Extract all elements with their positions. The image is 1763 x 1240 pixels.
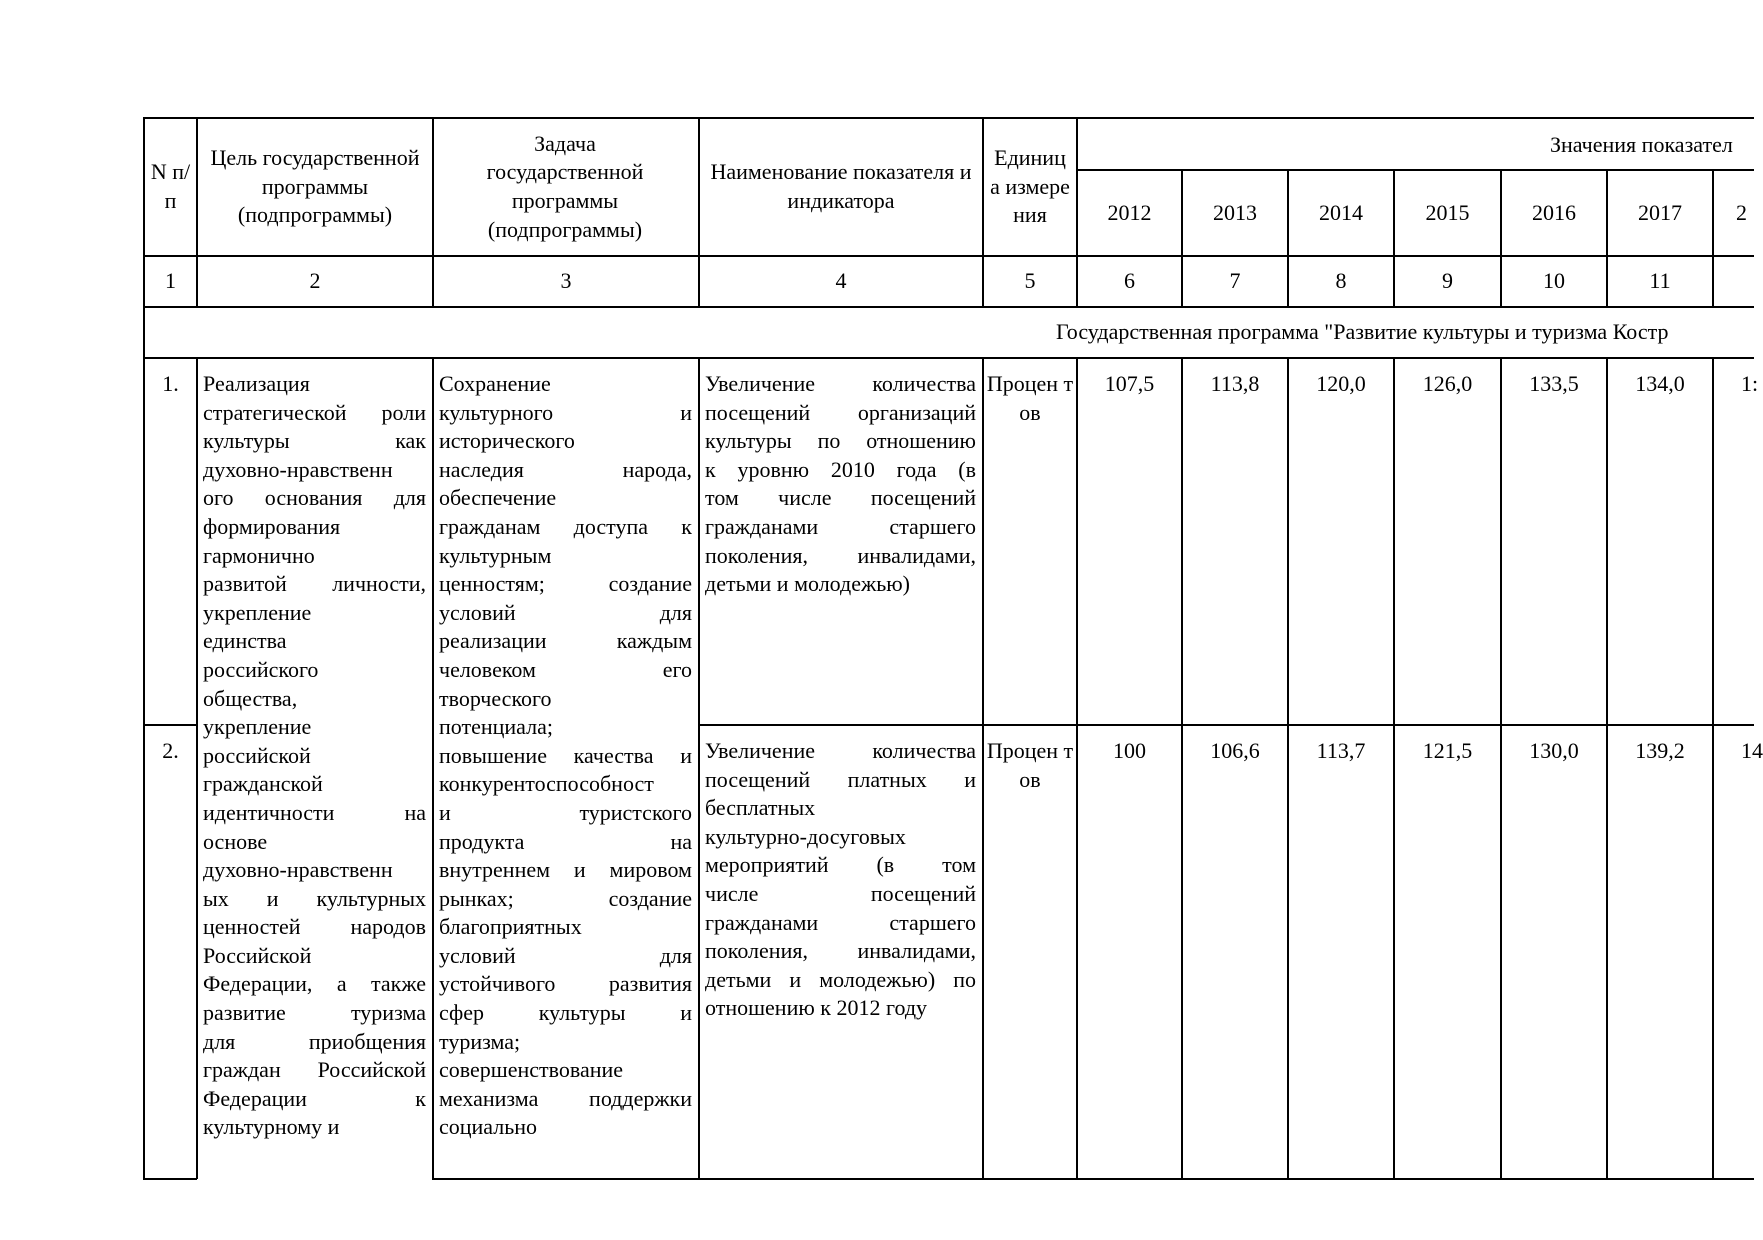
indicator-row1-word: по [817, 428, 841, 454]
header-unit-text: Единиц а измере ния [990, 145, 1070, 228]
goal-word: как [395, 428, 426, 454]
indicator-row2-line: отношению к 2012 году [705, 995, 928, 1021]
task-line [439, 1085, 692, 1114]
task-line: туризма; [439, 1028, 521, 1054]
indicator-row1-word: 2010 [830, 456, 875, 482]
task-line [439, 599, 692, 628]
goal-word: развитой [203, 571, 287, 597]
task-line [439, 742, 692, 771]
task-word: реализации [439, 628, 547, 654]
task-line: совершенствование [439, 1057, 624, 1083]
indicator-row2-line: культурно-досуговых [705, 823, 906, 849]
task-word: наследия [439, 456, 524, 482]
goal-word: ого [203, 485, 234, 511]
goal-word: граждан [203, 1057, 281, 1083]
indicator-row1-word: культуры [705, 428, 792, 454]
indicator-row2-word: посещений [870, 880, 976, 906]
goal-line [203, 427, 426, 456]
rule [698, 357, 700, 1179]
indicator-row1-line [705, 513, 976, 542]
task-line [439, 399, 692, 428]
task-word: сфер [439, 1000, 485, 1026]
goal-word: роли [381, 399, 426, 425]
indicator-row1-word: (в [958, 456, 976, 482]
task-word: развития [608, 971, 692, 997]
indicator-row1-line [705, 427, 976, 456]
goal-word: Федерации, [203, 971, 313, 997]
header-goal [205, 119, 425, 255]
value-cell: 130,0 [1529, 738, 1579, 763]
indicator-row1-line [705, 399, 976, 428]
goal-word: стратегической [203, 399, 347, 425]
indicator-row1-word: числе [778, 485, 832, 511]
rule [432, 1178, 1754, 1180]
task-word: условий [439, 599, 516, 625]
value-cell: 120,0 [1316, 371, 1366, 396]
task-word: и [439, 799, 451, 825]
goal-word: ых [203, 885, 229, 911]
goal-word: Федерации [203, 1085, 307, 1111]
year-2013 [1183, 171, 1287, 255]
task-word: человеком [439, 656, 536, 682]
goal-line: духовно-нравственн [203, 456, 393, 482]
indicator-row1-line [705, 542, 976, 571]
indicator-row1-word: гражданами [705, 513, 819, 539]
rule [143, 357, 1754, 359]
indicator-row2-word: Увеличение [705, 738, 816, 763]
goal-line [203, 999, 426, 1028]
goal-line: общества, [203, 685, 298, 711]
rule [143, 255, 1754, 257]
rule [143, 306, 1754, 308]
goal-line: культурному и [203, 1114, 340, 1140]
header-indicator-text: Наименование показателя и индикатора [710, 159, 972, 213]
year-2012 [1078, 171, 1181, 255]
indicator-row1-word: посещений [705, 399, 811, 425]
goal-line [203, 484, 426, 513]
goal-line [203, 399, 426, 428]
task-line [439, 942, 692, 971]
indicator-row1-word: уровню [737, 456, 810, 482]
year-2014-text: 2014 [1319, 199, 1363, 225]
indicator-row2-word: молодежью) [819, 966, 936, 992]
indicator-cell-row1 [705, 370, 976, 599]
indicator-row1-word: организаций [857, 399, 976, 425]
col-number: 4 [835, 268, 847, 293]
task-word: и [573, 857, 586, 883]
task-line [439, 627, 692, 656]
value-cell: 121,5 [1422, 738, 1473, 763]
indicator-row2-line [705, 737, 976, 766]
goal-word: также [370, 971, 426, 997]
goal-line: российского [203, 656, 319, 682]
indicator-row2-word: платных [847, 766, 927, 792]
section-title: Государственная программа "Развитие культуры и туризма Костр [1056, 319, 1669, 344]
task-line: творческого [439, 685, 552, 711]
task-line: конкурентоспособност [439, 771, 654, 797]
indicator-row1-word: Увеличение [705, 371, 816, 396]
task-word: создание [608, 885, 692, 911]
task-word: повышение [439, 742, 547, 768]
goal-line: Реализация [203, 371, 310, 396]
goal-word: и [266, 885, 279, 911]
task-word: рынках; [439, 885, 514, 911]
task-line [439, 799, 692, 828]
goal-line [203, 799, 426, 828]
goal-word: развитие [203, 1000, 286, 1026]
goal-word: туризма [350, 1000, 426, 1026]
header-indicator [700, 119, 982, 255]
goal-word: основания [264, 485, 363, 511]
indicator-row1-word: года [896, 456, 937, 482]
task-word: каждым [616, 628, 692, 654]
rule [1287, 357, 1289, 1179]
col-number: 7 [1229, 268, 1241, 293]
rule [196, 357, 198, 1179]
rule [1076, 357, 1078, 1179]
value-cell: 107,5 [1104, 371, 1155, 396]
indicator-row2-word: детьми [705, 966, 772, 992]
task-word: народа, [622, 456, 692, 482]
indicator-row2-word: по [953, 966, 976, 992]
value-cell-partial: 1: [1741, 371, 1759, 396]
rule [1712, 169, 1714, 307]
task-text [439, 370, 692, 1142]
indicator-row2-word: том [942, 852, 976, 878]
task-line [439, 885, 692, 914]
goal-line [203, 1085, 426, 1114]
task-line: Сохранение [439, 371, 551, 396]
task-word: поддержки [589, 1085, 692, 1111]
task-word: продукта [439, 828, 525, 854]
year-2018-partial: 2 [1736, 200, 1747, 225]
rule [143, 724, 197, 726]
task-word: ценностям; [439, 571, 545, 597]
goal-cell [203, 370, 426, 1142]
task-word: качества [573, 742, 654, 768]
task-word: культуры [538, 1000, 626, 1026]
task-word: гражданам [439, 513, 541, 539]
goal-line: укрепление [203, 599, 312, 625]
header-values-group: Значения показател [1550, 132, 1733, 157]
task-word: для [659, 599, 692, 625]
indicator-row1-word: отношению [866, 428, 976, 454]
year-2015 [1395, 171, 1500, 255]
indicator-row1-line [705, 484, 976, 513]
header-num [145, 119, 196, 255]
goal-line [203, 1028, 426, 1057]
rule [698, 724, 1754, 726]
header-num-text: N п/п [150, 159, 191, 213]
goal-line: духовно-нравственн [203, 857, 393, 883]
unit-cell-row2 [986, 737, 1074, 794]
unit-text-row1: Процен тов [986, 371, 1074, 425]
task-line: культурным [439, 542, 552, 568]
unit-text-row2: Процен тов [986, 738, 1074, 792]
goal-word: для [203, 1028, 236, 1054]
task-line [439, 513, 692, 542]
indicator-row2-word: старшего [889, 909, 976, 935]
indicator-row2-word: гражданами [705, 909, 819, 935]
goal-word: культуры [203, 428, 290, 454]
year-2016 [1502, 171, 1606, 255]
indicator-cell-row2 [705, 737, 976, 1023]
value-cell: 126,0 [1422, 371, 1473, 396]
indicator-row2-line: бесплатных [705, 795, 816, 821]
indicator-row2-word: числе [705, 880, 759, 906]
rule [982, 357, 984, 1179]
header-task-text: Задача государственной программы (подпрограммы) [486, 130, 644, 242]
year-2014 [1289, 171, 1393, 255]
indicator-row2-line [705, 766, 976, 795]
rule [143, 1178, 197, 1180]
goal-word: к [415, 1085, 426, 1111]
header-task [455, 119, 675, 255]
indicator-text-row1 [705, 370, 976, 599]
row-number: 2. [162, 738, 179, 763]
indicator-text-row2 [705, 737, 976, 1023]
task-cell [439, 370, 692, 1142]
indicator-row2-word: и [964, 766, 976, 792]
indicator-row2-word: инвалидами, [857, 938, 976, 964]
rule [1393, 357, 1395, 1179]
task-line: исторического [439, 428, 575, 454]
goal-line: Российской [203, 942, 312, 968]
col-number: 3 [560, 268, 572, 293]
task-word: на [670, 828, 692, 854]
indicator-row1-line [705, 370, 976, 399]
task-word: внутреннем [439, 857, 551, 883]
rule [1500, 357, 1502, 1179]
goal-line: российской [203, 742, 311, 768]
task-line [439, 456, 692, 485]
task-word: создание [608, 571, 692, 597]
goal-word: народов [350, 914, 426, 940]
indicator-row1-word: посещений [870, 485, 976, 511]
task-word: устойчивого [439, 971, 556, 997]
goal-word: ценностей [203, 914, 301, 940]
value-cell: 139,2 [1635, 738, 1685, 763]
goal-word: на [404, 799, 426, 825]
task-line: благоприятных [439, 914, 582, 940]
indicator-row2-word: (в [876, 852, 895, 878]
indicator-row2-word: мероприятий [705, 852, 829, 878]
value-cell: 100 [1113, 738, 1146, 763]
year-2012-text: 2012 [1107, 199, 1152, 225]
task-line: обеспечение [439, 485, 557, 511]
year-2013-text: 2013 [1213, 199, 1257, 225]
year-2015-text: 2015 [1425, 199, 1470, 225]
indicator-row2-word: количества [872, 738, 976, 763]
goal-word: культурных [316, 885, 426, 911]
indicator-row1-line: детьми и молодежью) [705, 571, 911, 597]
col-number: 9 [1442, 268, 1453, 293]
goal-word: личности, [332, 571, 426, 597]
value-cell: 133,5 [1529, 371, 1579, 396]
goal-line [203, 913, 426, 942]
indicator-row1-word: старшего [889, 513, 976, 539]
goal-line: гражданской [203, 771, 323, 797]
goal-line: основе [203, 828, 268, 854]
goal-word: а [336, 971, 347, 997]
unit-cell-row1 [986, 370, 1074, 427]
value-cell-partial: 14 [1741, 738, 1763, 763]
header-goal-text: Цель государственной программы (подпрограммы) [210, 145, 420, 228]
task-word: условий [439, 942, 516, 968]
indicator-row2-line [705, 909, 976, 938]
goal-line: гармонично [203, 542, 315, 568]
col-number: 6 [1124, 268, 1135, 293]
col-number: 1 [165, 268, 176, 293]
value-cell: 106,6 [1210, 738, 1260, 763]
year-2016-text: 2016 [1532, 199, 1576, 225]
task-word: доступа [573, 513, 649, 539]
task-word: туристского [579, 799, 692, 825]
indicator-row2-word: посещений [705, 766, 811, 792]
goal-line [203, 970, 426, 999]
indicator-row2-word: и [789, 966, 802, 992]
col-number: 11 [1649, 268, 1671, 293]
rule [1181, 357, 1183, 1179]
goal-word: Российской [317, 1057, 426, 1083]
goal-line: единства [203, 628, 287, 654]
task-word: к [681, 513, 692, 539]
task-line [439, 856, 692, 885]
task-line: социально [439, 1114, 538, 1140]
rule [1712, 357, 1714, 1179]
indicator-row2-line [705, 937, 976, 966]
task-word: культурного [439, 399, 554, 425]
value-cell: 113,8 [1210, 371, 1260, 396]
goal-line: формирования [203, 513, 341, 539]
goal-word: приобщения [308, 1028, 426, 1054]
task-word: и [680, 399, 692, 425]
indicator-row1-line [705, 456, 976, 485]
value-cell: 134,0 [1635, 371, 1685, 396]
task-word: и [680, 742, 692, 768]
indicator-row2-line [705, 966, 976, 995]
task-word: и [680, 1000, 692, 1026]
indicator-row2-line [705, 851, 976, 880]
goal-line: укрепление [203, 714, 312, 740]
indicator-row2-word: поколения, [705, 938, 808, 964]
goal-word: идентичности [203, 799, 335, 825]
goal-line [203, 1056, 426, 1085]
goal-text [203, 370, 426, 1142]
col-number: 10 [1543, 268, 1565, 293]
task-line [439, 570, 692, 599]
value-cell: 113,7 [1316, 738, 1366, 763]
indicator-row1-word: поколения, [705, 542, 808, 568]
indicator-row1-word: инвалидами, [857, 542, 976, 568]
col-number: 8 [1335, 268, 1347, 293]
col-number: 5 [1024, 268, 1036, 293]
indicator-row2-line [705, 880, 976, 909]
row-number: 1. [162, 371, 179, 396]
task-word: механизма [439, 1085, 539, 1111]
rule [1606, 357, 1608, 1179]
task-word: его [662, 656, 692, 682]
task-line [439, 999, 692, 1028]
rule [432, 357, 434, 1179]
year-2017-text: 2017 [1638, 199, 1682, 225]
goal-line [203, 570, 426, 599]
goal-line [203, 885, 426, 914]
indicator-row1-word: том [705, 485, 739, 511]
col-number: 2 [309, 268, 321, 293]
indicator-row1-word: к [705, 456, 716, 482]
year-2017 [1608, 171, 1712, 255]
task-line [439, 656, 692, 685]
task-line [439, 970, 692, 999]
indicator-row1-word: количества [872, 371, 976, 396]
task-word: для [659, 942, 692, 968]
header-unit [984, 119, 1076, 255]
task-word: мировом [609, 857, 692, 883]
task-line [439, 828, 692, 857]
task-line: потенциала; [439, 714, 553, 740]
goal-word: для [393, 485, 426, 511]
